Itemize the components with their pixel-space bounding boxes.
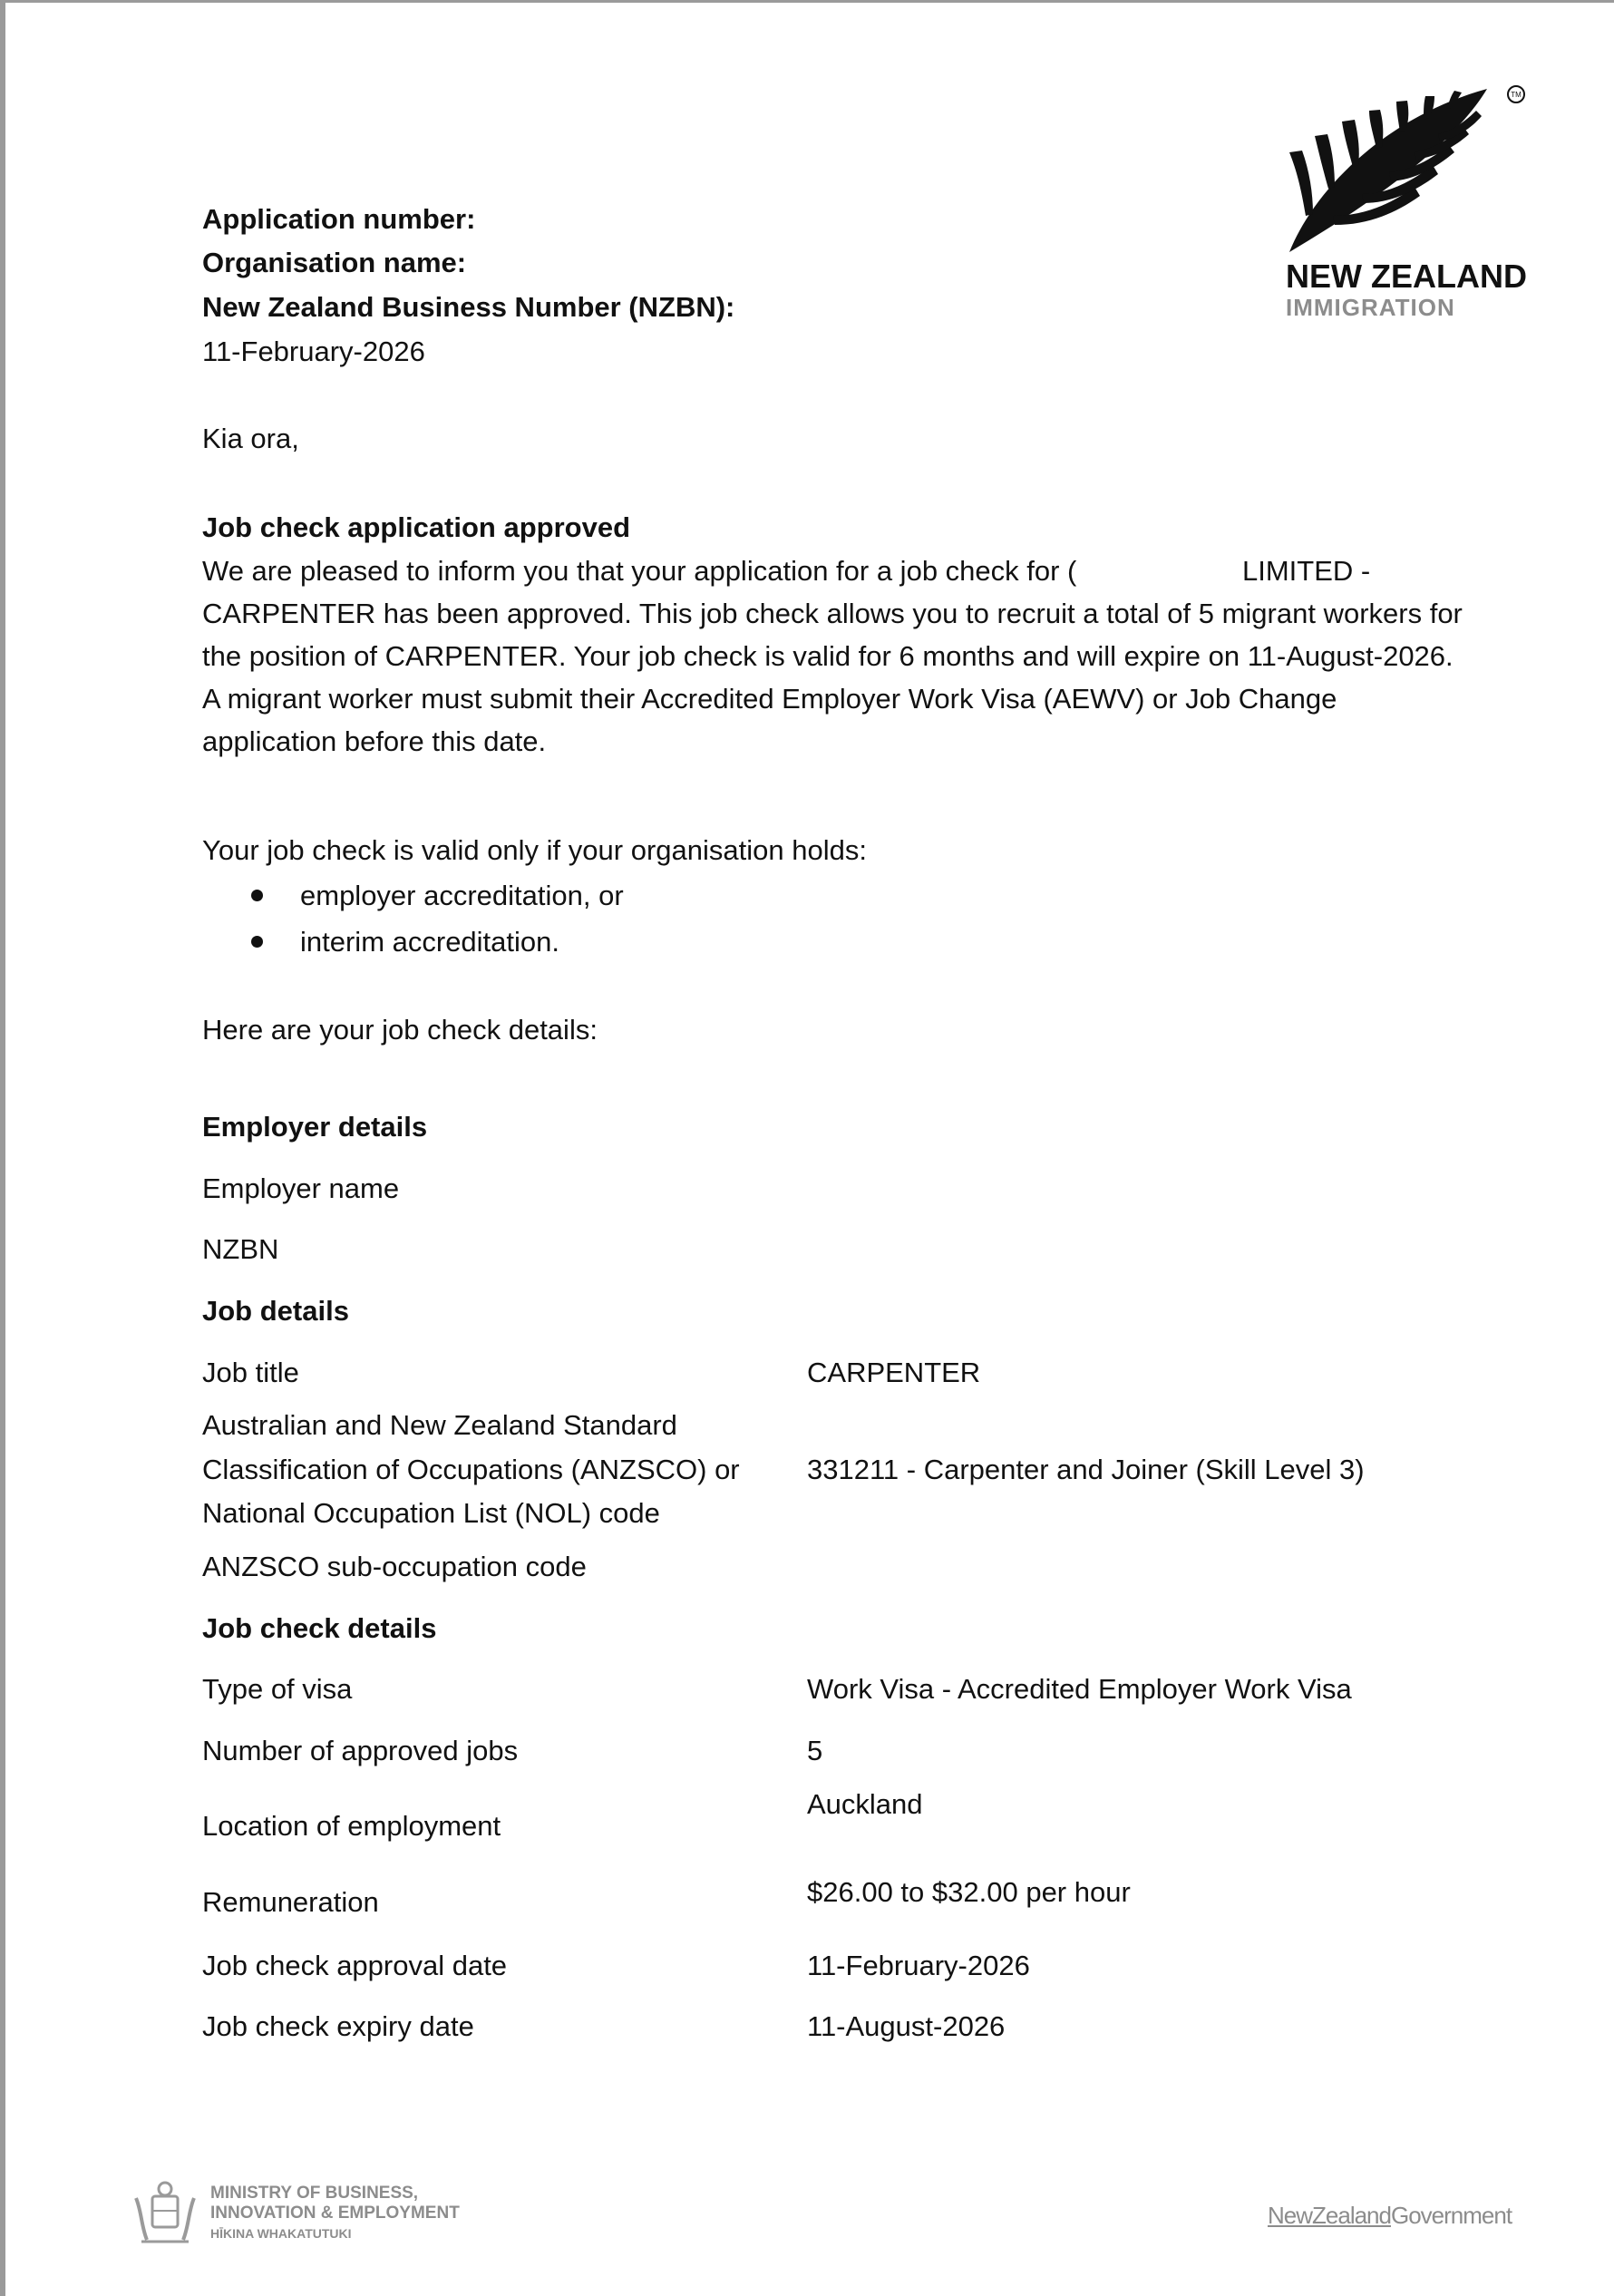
validity-intro: Your job check is valid only if your organisation holds:: [202, 834, 867, 866]
employer-name-label: Employer name: [202, 1172, 400, 1204]
coat-of-arms-icon: [129, 2180, 201, 2245]
anzsco-label-line-3: National Occupation List (NOL) code: [202, 1497, 660, 1529]
employer-nzbn-label: NZBN: [202, 1233, 279, 1265]
nz-government-logo: [1268, 2202, 1512, 2230]
trademark-mark: TM: [1511, 91, 1522, 99]
approval-date-value: 11-February-2026: [807, 1950, 1030, 1981]
visa-type-label: Type of visa: [202, 1673, 353, 1705]
remuneration-value: $26.00 to $32.00 per hour: [807, 1876, 1131, 1908]
job-details-heading: Job details: [202, 1295, 349, 1327]
anzsco-label-line-2: Classification of Occupations (ANZSCO) or: [202, 1454, 740, 1485]
approved-jobs-value: 5: [807, 1735, 823, 1766]
silver-fern-icon: [1279, 80, 1541, 261]
job-title-label: Job title: [202, 1357, 299, 1388]
approval-line-4: A migrant worker must submit their Accredited Employer Work Visa (AEWV) or Job Change: [202, 683, 1337, 715]
anzsco-label-line-1: Australian and New Zealand Standard: [202, 1409, 677, 1441]
job-title-value: CARPENTER: [807, 1357, 981, 1388]
sub-occupation-label: ANZSCO sub-occupation code: [202, 1551, 587, 1582]
nzbn-label: New Zealand Business Number (NZBN):: [202, 291, 735, 323]
remuneration-label: Remuneration: [202, 1886, 379, 1918]
mbie-line-1: MINISTRY OF BUSINESS,: [210, 2184, 419, 2203]
logo-brand-subtitle: IMMIGRATION: [1286, 294, 1455, 321]
approval-date-label: Job check approval date: [202, 1950, 508, 1981]
validity-bullet-1: employer accreditation, or: [300, 880, 624, 911]
approval-line-5: application before this date.: [202, 725, 547, 757]
details-intro: Here are your job check details:: [202, 1014, 598, 1046]
bullet-icon: [251, 890, 263, 901]
visa-type-value: Work Visa - Accredited Employer Work Visa: [807, 1673, 1352, 1705]
mbie-line-2: INNOVATION & EMPLOYMENT: [210, 2204, 460, 2223]
nz-government-part-2: Government: [1390, 2202, 1512, 2229]
page-border-left: [0, 0, 5, 2296]
greeting: Kia ora,: [202, 423, 299, 454]
approval-line-1-text: We are pleased to inform you that your application for a job check for (: [202, 555, 1077, 587]
mbie-line-3: HĪKINA WHAKATUTUKI: [210, 2226, 352, 2241]
bullet-icon: [251, 936, 263, 948]
anzsco-value: 331211 - Carpenter and Joiner (Skill Level 3): [807, 1454, 1365, 1485]
logo-brand-name: NEW ZEALAND: [1286, 258, 1527, 295]
approval-line-1-tail: LIMITED -: [1242, 555, 1371, 587]
redacted-region: [1076, 559, 1249, 587]
location-value: Auckland: [807, 1788, 923, 1820]
nz-immigration-logo: [1279, 80, 1541, 334]
expiry-date-value: 11-August-2026: [807, 2010, 1006, 2042]
organisation-name-label: Organisation name:: [202, 247, 467, 278]
application-number-label: Application number:: [202, 203, 476, 235]
approved-jobs-label: Number of approved jobs: [202, 1735, 519, 1766]
letter-date: 11-February-2026: [202, 336, 425, 367]
approval-line-3: the position of CARPENTER. Your job check is valid for 6 months and will expire on 11-August-2026.: [202, 640, 1454, 672]
nz-government-part-1: NewZealand: [1268, 2202, 1391, 2229]
mbie-footer-logo: [129, 2180, 510, 2248]
validity-bullet-2: interim accreditation.: [300, 926, 560, 958]
location-label: Location of employment: [202, 1810, 501, 1842]
expiry-date-label: Job check expiry date: [202, 2010, 474, 2042]
approval-line-1: [202, 550, 1249, 593]
job-check-details-heading: Job check details: [202, 1612, 437, 1644]
page-border-top: [0, 0, 1614, 3]
employer-details-heading: Employer details: [202, 1111, 428, 1143]
approval-line-2: CARPENTER has been approved. This job check allows you to recruit a total of 5 migrant workers for: [202, 598, 1463, 629]
approval-heading: Job check application approved: [202, 511, 631, 543]
